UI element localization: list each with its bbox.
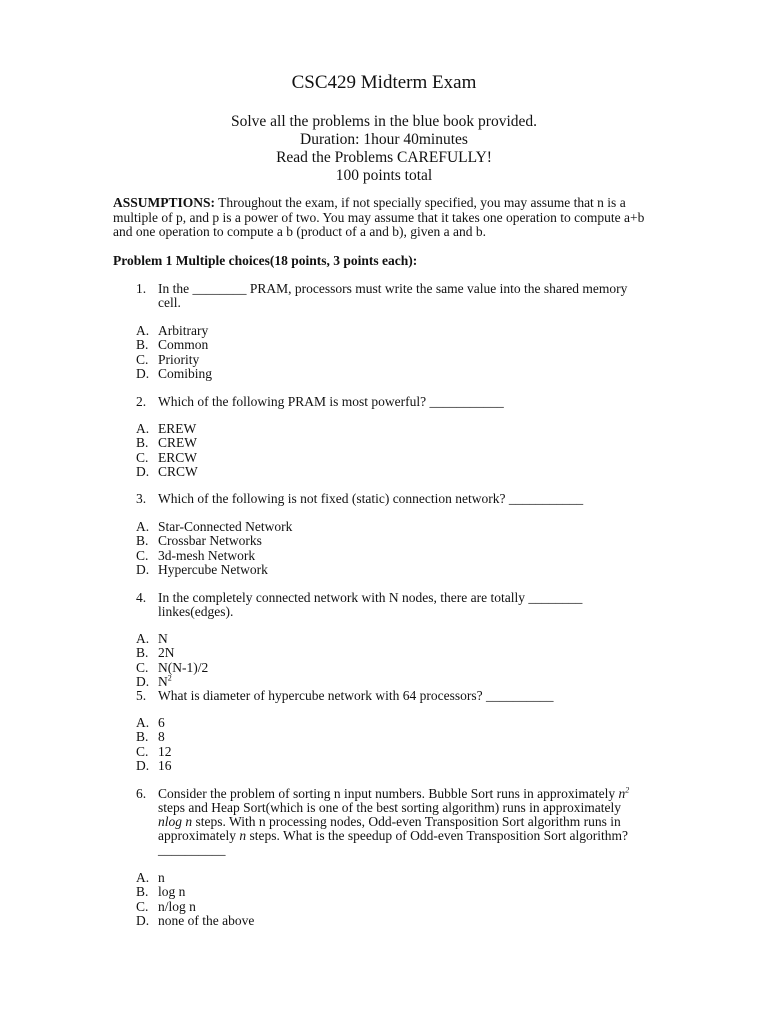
option-letter: B. xyxy=(136,645,149,661)
option-text: 3d-mesh Network xyxy=(158,547,256,563)
option-text: Arbitrary xyxy=(158,323,209,338)
option-letter: C. xyxy=(136,743,149,759)
option-letter: C. xyxy=(136,659,149,675)
option-letter: B. xyxy=(136,884,149,900)
question-text xyxy=(158,787,646,857)
option xyxy=(136,632,436,646)
option-letter: A. xyxy=(136,421,150,436)
option-letter: D. xyxy=(136,673,150,689)
option-base: N xyxy=(158,673,168,689)
option-letter: D. xyxy=(136,912,150,928)
question-2-options xyxy=(136,422,436,479)
option-letter: A. xyxy=(136,870,150,885)
instruction-line: Solve all the problems in the blue book provided. xyxy=(230,113,538,130)
option xyxy=(136,422,436,436)
option-letter: B. xyxy=(136,729,149,745)
option-text: n xyxy=(158,870,165,885)
question-3-options xyxy=(136,520,436,577)
question-number: 6. xyxy=(136,786,147,801)
option-superscript: 2 xyxy=(167,673,172,683)
question-number: 4. xyxy=(136,590,147,605)
option xyxy=(136,367,436,381)
question-5 xyxy=(136,689,646,703)
option-text: N xyxy=(158,631,168,646)
option-letter: C. xyxy=(136,449,149,465)
option xyxy=(136,563,436,577)
option xyxy=(136,520,436,534)
question-2 xyxy=(136,395,646,409)
option-text: Hypercube Network xyxy=(158,561,268,577)
option xyxy=(136,885,436,899)
math-n-exponent: 2 xyxy=(625,785,630,795)
option-text: Priority xyxy=(158,351,200,367)
option-text: 8 xyxy=(158,729,165,745)
option-text: Crossbar Networks xyxy=(158,533,262,549)
option-letter: C. xyxy=(136,898,149,914)
option xyxy=(136,716,436,730)
option xyxy=(136,730,436,744)
question-text-segment: Consider the problem of sorting n input numbers. Bubble Sort runs in approximately xyxy=(158,786,619,801)
question-6-options xyxy=(136,871,436,928)
question-text: What is diameter of hypercube network with 64 processors? __________ xyxy=(158,688,554,703)
math-n: n xyxy=(239,828,247,843)
question-text-segment: steps. What is the speedup of Odd-even Transposition Sort algorithm? __________ xyxy=(158,828,628,857)
question-3 xyxy=(136,492,646,506)
question-text: In the ________ PRAM, processors must write the same value into the shared memory cell. xyxy=(158,281,628,310)
option-text: log n xyxy=(158,884,186,900)
option xyxy=(136,534,436,548)
option-text: Comibing xyxy=(158,365,213,381)
math-nlogn: nlog n xyxy=(158,814,193,829)
option-text: EREW xyxy=(158,421,197,436)
option-letter: B. xyxy=(136,435,149,451)
question-text: In the completely connected network with N nodes, there are totally ________ linkes(edges). xyxy=(158,590,583,619)
option-letter: A. xyxy=(136,715,150,730)
option-text: 12 xyxy=(158,743,172,759)
option xyxy=(136,871,436,885)
option-text xyxy=(158,675,172,689)
option-letter: B. xyxy=(136,533,149,549)
option-letter: D. xyxy=(136,463,150,479)
math-n-base: n xyxy=(618,786,626,801)
assumptions-text: Throughout the exam, if not specially specified, you may assume that n is a multiple of p, and p is a power of two. You may assume that it takes one operation to compute a+b and one operation to compute a b (product of a and b), given a and b. xyxy=(113,195,645,239)
question-number: 2. xyxy=(136,394,147,409)
question-4 xyxy=(136,591,646,619)
question-1 xyxy=(136,282,646,310)
option-text: Star-Connected Network xyxy=(158,519,293,534)
option-text: 16 xyxy=(158,757,172,773)
option-text: N(N-1)/2 xyxy=(158,659,209,675)
option-text: n/log n xyxy=(158,898,196,914)
assumptions-paragraph xyxy=(113,196,658,240)
option-letter: D. xyxy=(136,757,150,773)
option-letter: C. xyxy=(136,547,149,563)
option xyxy=(136,759,436,773)
option xyxy=(136,549,436,563)
option xyxy=(136,324,436,338)
option xyxy=(136,451,436,465)
option xyxy=(136,900,436,914)
question-number: 3. xyxy=(136,491,147,506)
math-n xyxy=(618,786,629,801)
option-letter: B. xyxy=(136,337,149,353)
option-text: Common xyxy=(158,337,209,353)
option xyxy=(136,914,436,928)
option-text: CRCW xyxy=(158,463,198,479)
question-number: 1. xyxy=(136,281,147,296)
question-5-options xyxy=(136,716,436,773)
assumptions-label: ASSUMPTIONS: xyxy=(113,195,216,210)
option xyxy=(136,353,436,367)
problem-heading: Problem 1 Multiple choices(18 points, 3 points each): xyxy=(113,253,418,268)
option-letter: A. xyxy=(136,323,150,338)
option xyxy=(136,436,436,450)
instruction-line: 100 points total xyxy=(335,167,433,184)
option-letter: A. xyxy=(136,631,150,646)
option xyxy=(136,338,436,352)
option-text: 6 xyxy=(158,715,165,730)
option-letter: C. xyxy=(136,351,149,367)
exam-instructions xyxy=(0,113,768,185)
option-text: CREW xyxy=(158,435,197,451)
option-text: ERCW xyxy=(158,449,197,465)
option-letter: D. xyxy=(136,561,150,577)
option xyxy=(136,661,436,675)
exam-title: CSC429 Midterm Exam xyxy=(291,72,477,93)
option xyxy=(136,646,436,660)
question-6 xyxy=(136,787,646,857)
question-1-options xyxy=(136,324,436,381)
option-text: 2N xyxy=(158,645,175,661)
question-text: Which of the following PRAM is most powerful? ___________ xyxy=(158,394,504,409)
option xyxy=(136,745,436,759)
question-text-segment: steps. With n processing nodes, Odd-even Transposition Sort algorithm runs in approximately xyxy=(158,814,621,843)
question-number: 5. xyxy=(136,688,147,703)
instruction-line: Duration: 1hour 40minutes xyxy=(300,131,468,148)
instruction-line: Read the Problems CAREFULLY! xyxy=(276,149,492,166)
option-text: none of the above xyxy=(158,912,255,928)
question-text: Which of the following is not fixed (static) connection network? ___________ xyxy=(158,491,584,506)
option xyxy=(136,465,436,479)
question-text-segment: steps and Heap Sort(which is one of the best sorting algorithm) runs in approximately xyxy=(158,800,622,815)
option-letter: A. xyxy=(136,519,150,534)
question-4-options xyxy=(136,632,436,689)
option-letter: D. xyxy=(136,365,150,381)
